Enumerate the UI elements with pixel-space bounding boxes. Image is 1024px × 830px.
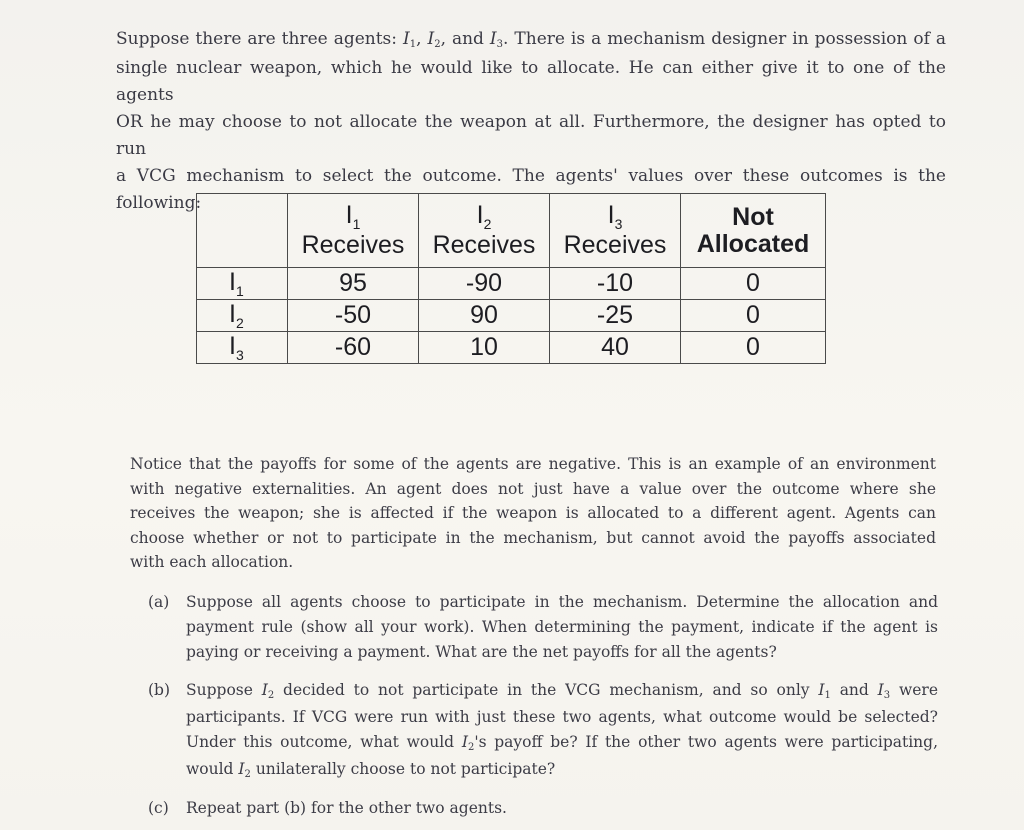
notice-paragraph <box>130 452 936 575</box>
table-cell: 40 <box>550 332 681 364</box>
question-part-a <box>148 590 938 665</box>
values-table <box>196 193 826 364</box>
header-not-allocated: Not Allocated <box>681 194 826 268</box>
intro-line-2: single nuclear weapon, which he would like to allocate. He can either give it to one of the agents <box>116 58 946 105</box>
table-cell: -90 <box>419 268 550 300</box>
header-corner <box>197 194 288 268</box>
table-row <box>197 332 826 364</box>
part-line: would I2 unilaterally choose to not participate? <box>186 760 556 780</box>
part-label: (a) <box>148 593 170 611</box>
part-line: Under this outcome, what would I2's payoff be? If the other two agents were participating, <box>186 733 939 753</box>
part-label: (b) <box>148 681 171 699</box>
question-part-b <box>148 678 938 784</box>
table-cell: 0 <box>681 300 826 332</box>
intro-paragraph <box>116 26 946 217</box>
table-header-row <box>197 194 826 268</box>
part-line: Suppose I2 decided to not participate in the VCG mechanism, and so only I1 and I3 were <box>186 681 938 701</box>
row-agent-label: $I_2$ <box>197 300 288 332</box>
notice-line: Notice that the payoffs for some of the agents are negative. This is an example of an environment <box>130 455 936 473</box>
notice-line: choose whether or not to participate in the mechanism, but cannot avoid the payoffs associated <box>130 528 936 547</box>
table-cell: -25 <box>550 300 681 332</box>
part-line: Repeat part (b) for the other two agents. <box>186 799 507 817</box>
notice-line: with negative externalities. An agent does not just have a value over the outcome where she <box>130 479 936 498</box>
table-cell: 10 <box>419 332 550 364</box>
table-cell: 0 <box>681 332 826 364</box>
intro-line-4: a VCG mechanism to select the outcome. The agents' values over these outcomes is the following: <box>116 166 946 213</box>
table-cell: -60 <box>288 332 419 364</box>
table-cell: 95 <box>288 268 419 300</box>
notice-line: receives the weapon; she is affected if the weapon is allocated to a different agent. Agents can <box>130 504 936 522</box>
part-line: Suppose all agents choose to participate in the mechanism. Determine the allocation and <box>186 593 938 611</box>
intro-line-1: Suppose there are three agents: I1, I2, and I3. There is a mechanism designer in possession of a <box>116 29 946 50</box>
row-agent-label: $I_1$ <box>197 268 288 300</box>
part-line: paying or receiving a payment. What are the net payoffs for all the agents? <box>186 643 777 661</box>
part-line: participants. If VCG were run with just these two agents, what outcome would be selected? <box>186 708 938 726</box>
table-row <box>197 268 826 300</box>
header-i3-receives: $I_3$ Receives <box>550 194 681 268</box>
row-agent-label: $I_3$ <box>197 332 288 364</box>
notice-line: with each allocation. <box>130 553 294 571</box>
part-label: (c) <box>148 799 169 817</box>
header-i2-receives: $I_2$ Receives <box>419 194 550 268</box>
table-cell: -50 <box>288 300 419 332</box>
table-cell: 0 <box>681 268 826 300</box>
table-row <box>197 300 826 332</box>
part-line: payment rule (show all your work). When determining the payment, indicate if the agent is <box>186 618 938 636</box>
intro-line-3: OR he may choose to not allocate the weapon at all. Furthermore, the designer has opted to run <box>116 112 946 159</box>
table-cell: 90 <box>419 300 550 332</box>
header-i1-receives: $I_1$ Receives <box>288 194 419 268</box>
question-part-c <box>148 796 938 821</box>
table-cell: -10 <box>550 268 681 300</box>
